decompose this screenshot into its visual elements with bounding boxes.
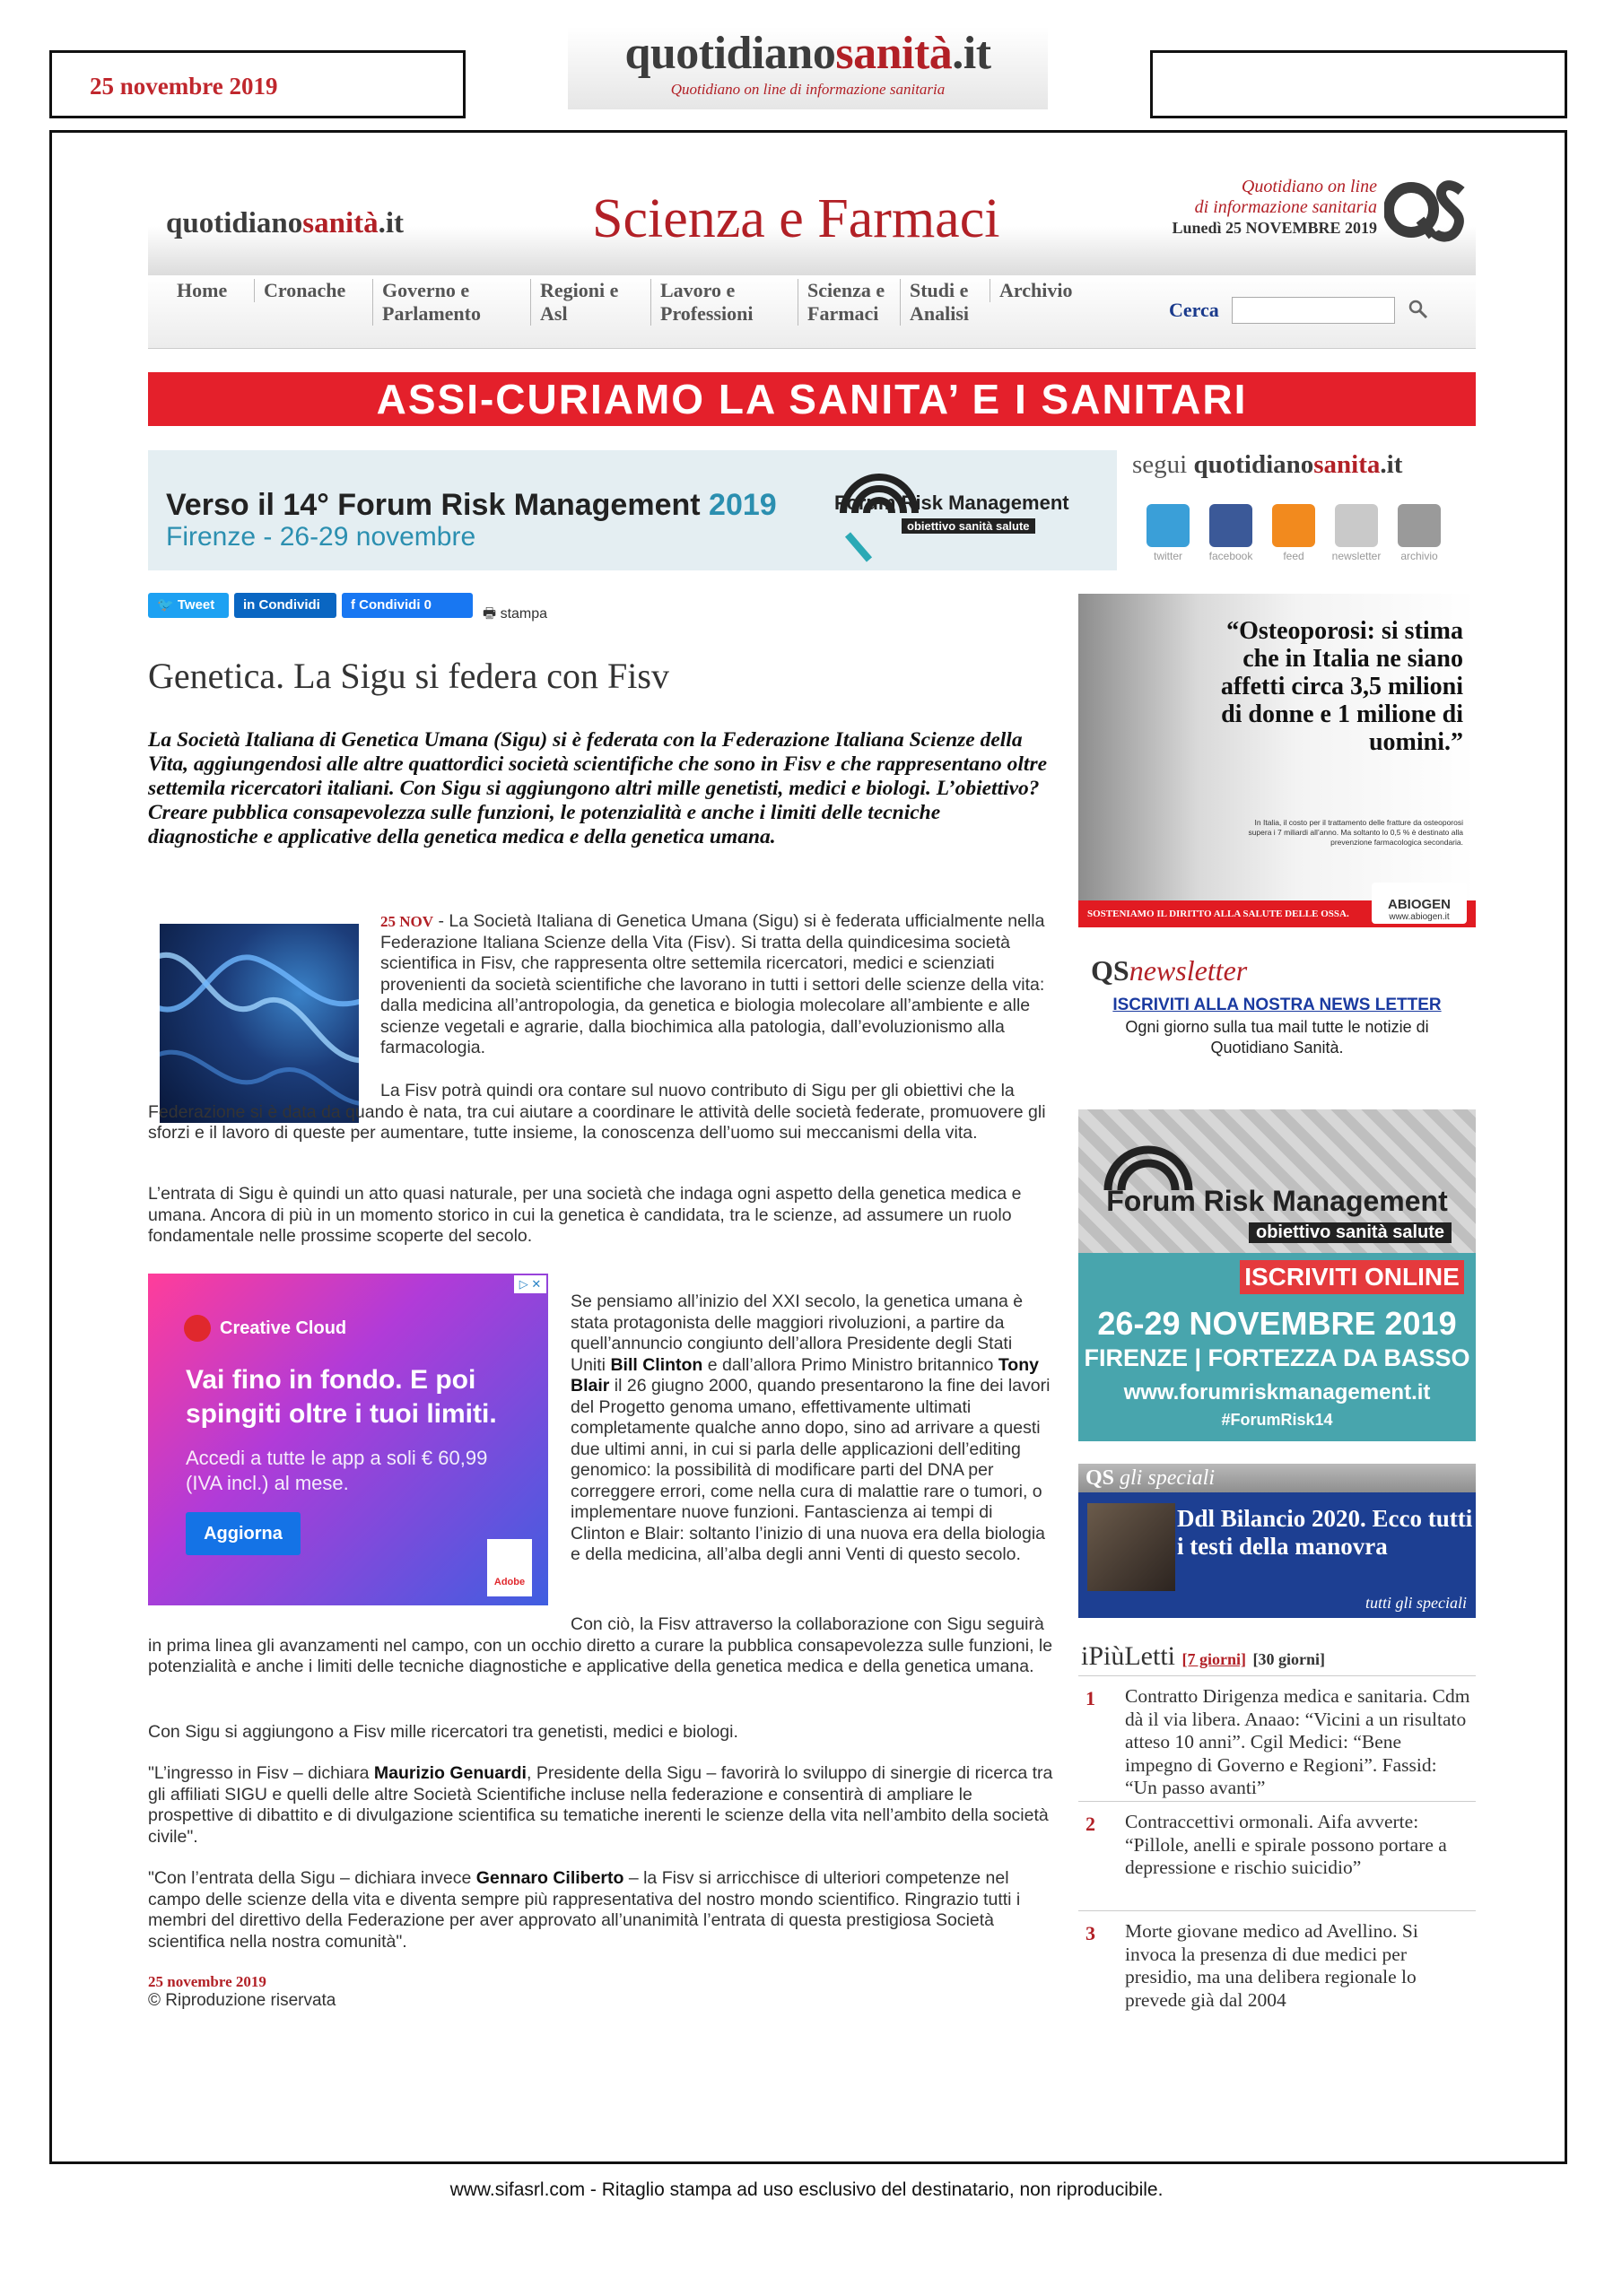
main-nav bbox=[148, 275, 1476, 349]
ad2-signup-button[interactable]: ISCRIVITI ONLINE bbox=[1240, 1260, 1464, 1294]
article-summary: La Società Italiana di Genetica Umana (Sigu) si è federata con la Federazione Italiana Scienze della Vita, aggiungendosi alle altre quattordici società scientifiche che sono in Fisv e che rappresentano oltre settemila ricercatori italiani. Con Sigu si aggiungono altri mille genetisti, medici e biologi. L’obiettivo? Creare pubblica consapevolezza sulle funzioni, le potenzialità e anche i limiti delle tecniche diagnostiche e applicative della genetica medica e della genetica umana. bbox=[148, 728, 1048, 848]
p4-text-c: il 26 giugno 2000, quando presentarono la fine dei lavori del Progetto genoma umano, effettivamente ultimati completamente qualche anno dopo, sino ad arrivare a questi due ultimi anni, in cui si parla delle applicazioni dell’editing genomico: la possibilità di modificare parti del DNA per correggere errori, come nella cura di malattie rare o tumori, o implementare nuove funzioni. Fantascienza ai tempi di Clinton e Blair: soltanto l’inizio di una nuova era della biologia e della medicina, all’alba degli anni Venti di questo secolo. bbox=[571, 1376, 1051, 1564]
social-label: twitter bbox=[1153, 550, 1182, 562]
newsletter-subscribe-link[interactable]: ISCRIVITI ALLA NOSTRA NEWS LETTER bbox=[1112, 996, 1442, 1014]
clipping-date: 25 novembre 2019 bbox=[90, 73, 278, 100]
nav-label: Archivio bbox=[999, 279, 1073, 301]
frm-year: 2019 bbox=[709, 488, 777, 522]
article-rights: © Riproduzione riservata bbox=[148, 1991, 336, 2010]
article-date: 25 novembre 2019 bbox=[148, 1973, 266, 1990]
header-date: Lunedì 25 NOVEMBRE 2019 bbox=[1172, 219, 1377, 237]
social-archivio[interactable] bbox=[1392, 504, 1446, 562]
forum-risk-banner[interactable] bbox=[148, 450, 1117, 570]
ad-subtext: Accedi a tutte le app a soli € 60,99 (IVA incl.) al mese. bbox=[186, 1447, 488, 1494]
nav-label: Lavoro e bbox=[660, 279, 736, 301]
newsletter-title bbox=[1091, 954, 1247, 987]
nav-label-2: Professioni bbox=[660, 302, 754, 325]
speciali-headline[interactable]: Ddl Bilancio 2020. Ecco tutti i testi della manovra bbox=[1177, 1505, 1473, 1560]
frm-line1-text: Verso il 14° Forum Risk Management bbox=[166, 488, 701, 522]
most-read-rank: 3 bbox=[1086, 1922, 1095, 1944]
follow-title-a: segui bbox=[1132, 450, 1194, 479]
creative-cloud-ad[interactable] bbox=[148, 1274, 548, 1605]
clipping-footer: www.sifasrl.com - Ritaglio stampa ad uso esclusivo del destinatario, non riproducibile. bbox=[449, 2179, 1164, 2200]
most-read-rank: 1 bbox=[1086, 1687, 1095, 1709]
article-title: Genetica. La Sigu si federa con Fisv bbox=[148, 656, 669, 696]
article-paragraph-8 bbox=[148, 1868, 1054, 1952]
frm-banner-line1 bbox=[166, 488, 777, 523]
qs-logo-icon bbox=[1384, 173, 1467, 247]
nav-label: Scienza e bbox=[807, 279, 885, 301]
p7-text-b: , Presidente della Sigu – favorirà lo sviluppo di sinergie di ricerca tra gli affiliati SIGU e quelli delle altre Società Scientifiche incluse nella federazione e consentirà di ampliare le prospettive di dibattito e di divulgazione scientifica su tematiche inerenti le scienze della vita nell’ambito della società civile". bbox=[148, 1763, 1053, 1847]
p4-text-a: Se pensiamo all’inizio del XXI secolo, la genetica umana è stata protagonista delle maggiori rivoluzioni, a partire da quell’annuncio congiunto dell’allora Presidente degli Stati Uniti bbox=[571, 1292, 1024, 1375]
paragraph-1-text: - La Società Italiana di Genetica Umana (Sigu) si è federata ufficialmente nella Federazione Italiana Scienze della Vita (Fisv). Si tratta della quindicesima società scientifica in Fisv, che rappresenta oltre settemila ricercatori, medici e scienziati provenienti da società scientifiche che lavorano in tutti i settori delle scienze della vita: dalla medicina all’antropologia, da genetica e biologia molecolare all’ambiente e alle scienze vegetali e agrarie, dalla biochimica alla patologia, dall’evoluzionismo alla farmacologia. bbox=[380, 911, 1045, 1057]
nav-label: Home bbox=[177, 279, 228, 301]
most-read-text: Contratto Dirigenza medica e sanitaria. Cdm dà il via libera. Anaao: “Vicini a un risultato atteso 10 anni”. Cgil Medici: “Bene impegno di Governo e Regioni”. Fassid: “Un passo avanti” bbox=[1125, 1685, 1470, 1798]
social-twitter[interactable] bbox=[1141, 504, 1195, 562]
most-read-30-days-tab[interactable]: [30 giorni] bbox=[1252, 1650, 1326, 1668]
nav-item-archivio[interactable] bbox=[990, 279, 1081, 302]
p4-text-b: e dall’allora Primo Ministro britannico bbox=[702, 1354, 998, 1375]
most-read-text: Contraccettivi ormonali. Aifa avverte: “Pillole, anelli e spirale possono portare a depressione e rischio suicidio” bbox=[1125, 1811, 1447, 1878]
tagline-line-1: Quotidiano on line bbox=[1241, 177, 1377, 196]
forum-risk-sidebar-ad[interactable] bbox=[1078, 1109, 1476, 1441]
frm-banner-line2: Firenze - 26-29 novembre bbox=[166, 522, 476, 552]
nav-label-2: Farmaci bbox=[807, 302, 879, 325]
speciali-qs: QS bbox=[1086, 1466, 1115, 1490]
nav-item-scienza[interactable] bbox=[798, 279, 894, 326]
nav-label-2: Analisi bbox=[910, 302, 970, 325]
linkedin-share-button[interactable] bbox=[234, 593, 336, 618]
social-label: archivio bbox=[1400, 550, 1438, 562]
rss-feed-icon bbox=[1272, 504, 1315, 547]
search-icon[interactable] bbox=[1408, 299, 1429, 320]
speciali-header bbox=[1078, 1464, 1476, 1492]
article-dateline: 25 NOV bbox=[380, 913, 434, 930]
social-label: newsletter bbox=[1331, 550, 1382, 562]
site-logo[interactable] bbox=[166, 207, 404, 240]
qs-mark: QS bbox=[1091, 954, 1129, 987]
most-read-7-days-tab[interactable]: [7 giorni] bbox=[1181, 1650, 1247, 1668]
nav-item-cronache[interactable] bbox=[254, 279, 354, 302]
site-logo-c: .it bbox=[378, 207, 405, 239]
article-paragraph-3: L’entrata di Sigu è quindi un atto quasi naturale, per una società che indaga ogni aspetto della genetica medica e umana. Ancora di più in un momento storico in cui la genetica è candidata, tra le scienze, ad assumere un ruolo fondamentale nelle prossime scoperte del secolo. bbox=[148, 1184, 1022, 1246]
clipping-logo-tagline: Quotidiano on line di informazione sanitaria bbox=[670, 81, 946, 98]
name-gennaro-ciliberto: Gennaro Ciliberto bbox=[475, 1868, 624, 1888]
follow-title-c: sanita bbox=[1313, 450, 1381, 479]
site-tagline bbox=[1172, 177, 1377, 239]
article-paragraph-5: Con ciò, la Fisv attraverso la collaborazione con Sigu seguirà in prima linea gli avanzamenti nel campo, con un occhio diretto a curare la pubblica consapevolezza sulle funzioni, le potenzialità e anche i limiti delle tecniche diagnostiche e applicative della genetica medica e della genetica umana. bbox=[148, 1614, 1053, 1676]
twitter-bird-icon: 🐦 bbox=[157, 597, 178, 613]
nav-label-2: Asl bbox=[540, 302, 568, 325]
most-read-item[interactable] bbox=[1078, 1801, 1476, 1907]
tweet-label: Tweet bbox=[177, 597, 215, 613]
ad2-dates: 26-29 NOVEMBRE 2019 bbox=[1097, 1305, 1457, 1342]
nav-label-2: Parlamento bbox=[382, 302, 481, 325]
tweet-button[interactable] bbox=[148, 593, 229, 618]
clipping-empty-box bbox=[1150, 50, 1567, 118]
forum-risk-ad-logo-icon bbox=[1094, 1127, 1202, 1235]
print-button[interactable] bbox=[483, 604, 547, 628]
newsletter-word: newsletter bbox=[1129, 954, 1248, 987]
most-read-a: iPiù bbox=[1081, 1641, 1125, 1671]
name-bill-clinton: Bill Clinton bbox=[610, 1354, 703, 1375]
facebook-share-button[interactable] bbox=[342, 593, 473, 618]
ad2-sub: obiettivo sanità salute bbox=[1249, 1222, 1452, 1243]
follow-box bbox=[1123, 450, 1476, 570]
article-paragraph-1 bbox=[380, 911, 1051, 1059]
section-title: Scienza e Farmaci bbox=[592, 188, 1000, 249]
name-maurizio-genuardi: Maurizio Genuardi bbox=[373, 1763, 527, 1783]
nav-item-governo[interactable] bbox=[372, 279, 490, 326]
ad1-small-print: In Italia, il costo per il trattamento delle fratture da osteoporosi supera i 7 miliardi all’anno. Ma soltanto lo 0,5 % è destinato alla prevenzione farmacologica secondaria. bbox=[1248, 818, 1463, 847]
most-read-item[interactable] bbox=[1078, 1675, 1476, 1796]
facebook-icon bbox=[1209, 504, 1252, 547]
creative-cloud-icon bbox=[184, 1315, 211, 1342]
folder-icon bbox=[1398, 504, 1441, 547]
social-label: facebook bbox=[1208, 550, 1253, 562]
newsletter-box bbox=[1078, 949, 1476, 1057]
speciali-photo bbox=[1087, 1503, 1175, 1591]
speciali-title: gli speciali bbox=[1114, 1466, 1215, 1490]
speciali-all-link[interactable]: tutti gli speciali bbox=[1365, 1594, 1467, 1612]
speciali-box[interactable] bbox=[1078, 1464, 1476, 1618]
most-read-b: Letti bbox=[1124, 1641, 1176, 1671]
nav-item-home[interactable] bbox=[168, 279, 236, 302]
ad2-name: Forum Risk Management bbox=[1106, 1185, 1448, 1217]
ad-update-button[interactable]: Aggiorna bbox=[186, 1512, 301, 1555]
linkedin-icon: in bbox=[243, 597, 259, 613]
search-input[interactable] bbox=[1232, 297, 1395, 324]
clipping-logo bbox=[568, 27, 1048, 109]
tagline-line-2: di informazione sanitaria bbox=[1194, 197, 1377, 217]
ad2-place: FIRENZE | FORTEZZA DA BASSO bbox=[1084, 1344, 1470, 1371]
ad1-bar: SOSTENIAMO IL DIRITTO ALLA SALUTE DELLE OSSA. bbox=[1078, 900, 1476, 927]
ad1-url: www.abiogen.it bbox=[1389, 912, 1450, 922]
follow-title-d: .it bbox=[1380, 450, 1403, 479]
social-feed[interactable] bbox=[1267, 504, 1321, 562]
nav-label: Cronache bbox=[264, 279, 346, 301]
social-newsletter[interactable] bbox=[1330, 504, 1383, 562]
osteoporosi-ad[interactable] bbox=[1078, 594, 1476, 927]
ad1-quote: “Osteoporosi: si stima che in Italia ne siano affetti circa 3,5 milioni di donne e 1 milione di uomini.” bbox=[1220, 617, 1463, 756]
p7-text-a: "L’ingresso in Fisv – dichiara bbox=[148, 1763, 374, 1783]
name-tony-blair: Tony Blair bbox=[571, 1354, 1039, 1396]
facebook-share-label: Condividi 0 bbox=[359, 597, 432, 613]
adobe-logo-icon: Adobe bbox=[487, 1539, 532, 1596]
social-label: feed bbox=[1283, 550, 1304, 562]
assi-banner[interactable]: ASSI-CURIAMO LA SANITA’ E I SANITARI bbox=[148, 372, 1476, 426]
facebook-f-icon: f bbox=[351, 597, 360, 613]
article-paragraph-7 bbox=[148, 1763, 1054, 1848]
twitter-icon bbox=[1147, 504, 1190, 547]
article-paragraph-4 bbox=[571, 1292, 1051, 1566]
social-facebook[interactable] bbox=[1204, 504, 1258, 562]
ad-headline: Vai fino in fondo. E poi spingiti oltre i tuoi limiti. bbox=[186, 1365, 497, 1429]
envelope-icon bbox=[1335, 504, 1378, 547]
newsletter-text: Ogni giorno sulla tua mail tutte le notizie di Quotidiano Sanità. bbox=[1125, 1018, 1429, 1057]
most-read-rank: 2 bbox=[1086, 1813, 1095, 1835]
clipping-logo-a: quotidiano bbox=[624, 28, 836, 79]
site-logo-b: sanità bbox=[302, 207, 379, 239]
nav-item-lavoro[interactable] bbox=[650, 279, 762, 326]
ad2-url: www.forumriskmanagement.it bbox=[1123, 1380, 1431, 1405]
ad1-brand: ABIOGEN bbox=[1387, 897, 1451, 912]
most-read-text: Morte giovane medico ad Avellino. Si invoca la presenza di due medici per presidio, ma una delibera regionale lo prevede già dal 2004 bbox=[1125, 1920, 1418, 2011]
ad-brand: Creative Cloud bbox=[220, 1318, 347, 1338]
p8-text-b: – la Fisv si arricchisce di ulteriori competenze nel campo delle scienze della vita e diventa sempre più rappresentativa del nostro mondo scientifico. Ringrazio tutti i membri del direttivo della Federazione per aver approvato all’unanimità l’entrata di questa prestigiosa Società scientifica nella nostra comunità". bbox=[148, 1868, 1021, 1952]
ad-close-icon[interactable]: ▷ ✕ bbox=[514, 1275, 546, 1293]
frm-logo-sub: obiettivo sanità salute bbox=[902, 518, 1035, 534]
clipping-logo-b: sanità bbox=[835, 28, 953, 79]
nav-label: Studi e bbox=[910, 279, 969, 301]
most-read-item[interactable] bbox=[1078, 1910, 1476, 2018]
follow-title-b: quotidiano bbox=[1193, 450, 1314, 479]
nav-item-regioni[interactable] bbox=[530, 279, 627, 326]
article-paragraph-6: Con Sigu si aggiungono a Fisv mille ricercatori tra genetisti, medici e biologi. bbox=[148, 1722, 738, 1742]
clipping-logo-c: .it bbox=[952, 28, 991, 79]
most-read-title bbox=[1081, 1641, 1325, 1672]
linkedin-label: Condividi bbox=[258, 597, 320, 613]
follow-title bbox=[1132, 450, 1402, 480]
ad2-hashtag: #ForumRisk14 bbox=[1221, 1411, 1333, 1429]
nav-label: Regioni e bbox=[540, 279, 619, 301]
site-header bbox=[148, 166, 1476, 275]
abiogen-logo bbox=[1372, 883, 1467, 924]
clipping-date-box bbox=[49, 50, 466, 118]
nav-item-studi[interactable] bbox=[900, 279, 978, 326]
frm-logo-name: Forum Risk Management bbox=[834, 491, 1069, 514]
print-label: stampa bbox=[500, 606, 548, 622]
nav-label: Governo e bbox=[382, 279, 470, 301]
printer-icon: 🖶 bbox=[483, 606, 501, 622]
p8-text-a: "Con l’entrata della Sigu – dichiara invece bbox=[148, 1868, 476, 1888]
search-label: Cerca bbox=[1169, 299, 1219, 321]
site-logo-a: quotidiano bbox=[166, 207, 303, 239]
article-paragraph-2: La Fisv potrà quindi ora contare sul nuovo contributo di Sigu per gli obiettivi che la Federazione si è data da quando è nata, tra cui aiutare a coordinare le attività delle società federate, promuovere gli sforzi e il lavoro di queste per aumentare, tutte insieme, la conoscenza dell’uomo sui meccanismi della vita. bbox=[148, 1081, 1046, 1143]
